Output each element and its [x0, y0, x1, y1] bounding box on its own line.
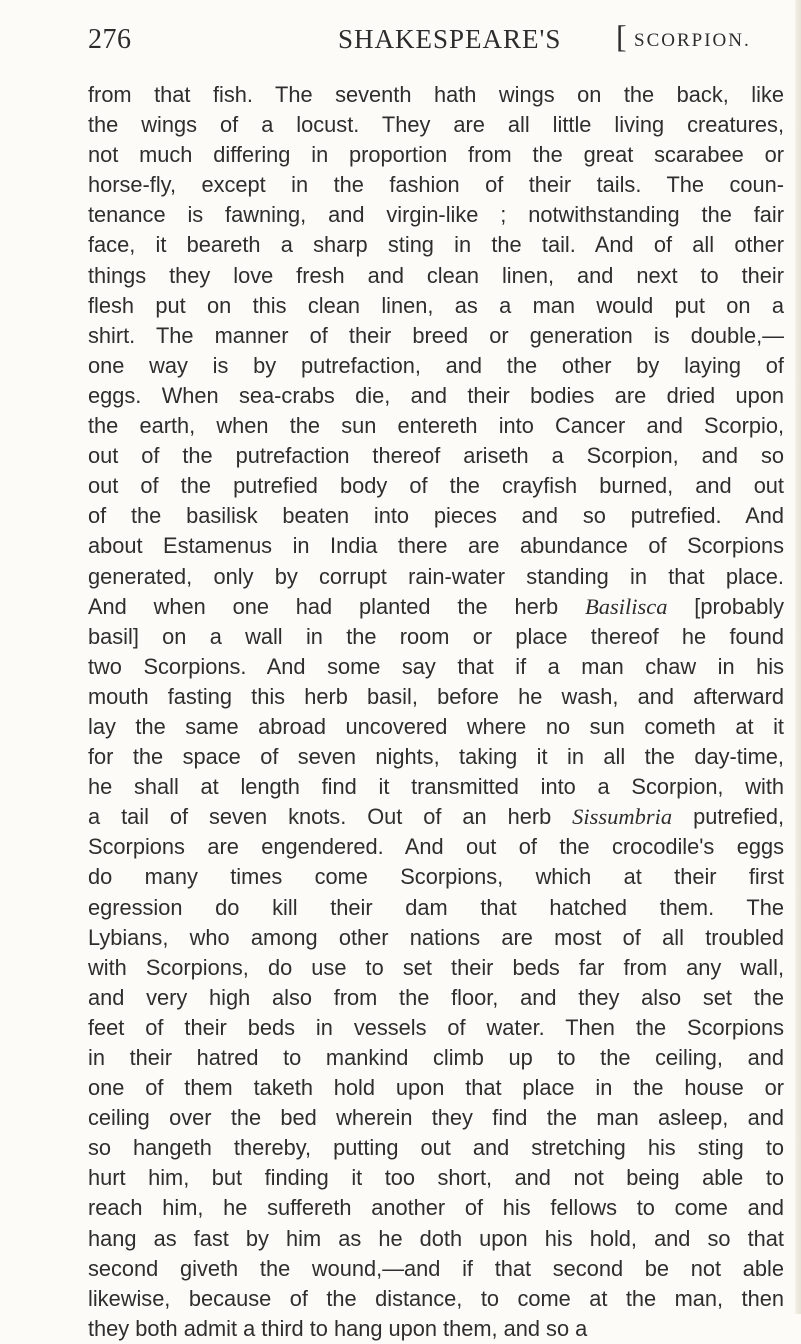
- running-title: SHAKESPEARE'S: [338, 24, 562, 54]
- text-line: they both admit a third to hang upon them, and so a: [88, 1315, 588, 1341]
- text-line: with Scorpions, do use to set their beds far from any wall,: [88, 954, 784, 980]
- text-line: generated, only by corrupt rain-water standing in that place.: [88, 563, 784, 589]
- section-label: SCORPION.: [634, 30, 751, 51]
- italic-term: Basilisca: [584, 593, 668, 619]
- text-line: eggs. When sea-crabs die, and their bodies are dried upon: [88, 382, 784, 408]
- body-text: [88, 80, 784, 1344]
- text-line: and very high also from the floor, and they also set the: [88, 984, 784, 1010]
- text-line: [88, 592, 784, 622]
- page-header: [88, 18, 784, 62]
- text-line: horse-fly, except in the fashion of their tails. The coun-: [88, 172, 784, 198]
- text-line: ceiling over the bed wherein they find the man asleep, and: [88, 1105, 784, 1131]
- text-line: Lybians, who among other nations are most of all troubled: [88, 924, 784, 950]
- text-line: two Scorpions. And some say that if a man chaw in his: [88, 653, 784, 679]
- text-line: Scorpions are engendered. And out of the crocodile's eggs: [88, 834, 784, 860]
- text-line: one way is by putrefaction, and the other by laying of: [88, 352, 784, 378]
- text-line: of the basilisk beaten into pieces and so putrefied. And: [88, 503, 784, 529]
- text-line: reach him, he suffereth another of his fellows to come and: [88, 1195, 784, 1221]
- text-line: shirt. The manner of their breed or generation is double,—: [88, 322, 784, 348]
- text-line: he shall at length find it transmitted into a Scorpion, with: [88, 774, 784, 800]
- text-line: the wings of a locust. They are all little living creatures,: [88, 112, 784, 138]
- text-line: do many times come Scorpions, which at their first: [88, 864, 784, 890]
- text-line: basil] on a wall in the room or place thereof he found: [88, 623, 784, 649]
- text-line: about Estamenus in India there are abundance of Scorpions: [88, 533, 784, 559]
- italic-term: Sissumbria: [572, 804, 673, 830]
- text-line: hurt him, but finding it too short, and not being able to: [88, 1165, 784, 1191]
- text-line: out of the putrefied body of the crayfish burned, and out: [88, 473, 784, 499]
- text-line: second giveth the wound,—and if that second be not able: [88, 1255, 784, 1281]
- text-line: flesh put on this clean linen, as a man would put on a: [88, 292, 784, 318]
- text-line: mouth fasting this herb basil, before he wash, and afterward: [88, 683, 784, 709]
- text-line: hang as fast by him as he doth upon his hold, and so that: [88, 1225, 784, 1251]
- page-number: 276: [88, 24, 132, 55]
- text-line: the earth, when the sun entereth into Cancer and Scorpio,: [88, 413, 784, 439]
- text-line: one of them taketh hold upon that place in the house or: [88, 1075, 784, 1101]
- text-line: likewise, because of the distance, to come at the man, then: [88, 1285, 784, 1311]
- text-line: for the space of seven nights, taking it in all the day-time,: [88, 744, 784, 770]
- text-line: so hangeth thereby, putting out and stretching his sting to: [88, 1135, 784, 1161]
- text-segment: a tail of seven knots. Out of an herb: [88, 804, 573, 830]
- text-line: out of the putrefaction thereof ariseth a Scorpion, and so: [88, 443, 784, 469]
- text-line: egression do kill their dam that hatched them. The: [88, 894, 784, 920]
- text-line: lay the same abroad uncovered where no sun cometh at it: [88, 713, 784, 739]
- text-line: feet of their beds in vessels of water. Then the Scorpions: [88, 1014, 784, 1040]
- page-edge: [795, 0, 801, 1314]
- text-line: from that fish. The seventh hath wings on the back, like: [88, 82, 784, 107]
- text-segment: And when one had planted the herb: [88, 593, 585, 619]
- text-line: face, it beareth a sharp sting in the tail. And of all other: [88, 232, 784, 258]
- text-line: tenance is fawning, and virgin-like ; notwithstanding the fair: [88, 202, 784, 228]
- text-segment: putrefied,: [672, 804, 784, 830]
- text-segment: [probably: [667, 593, 784, 619]
- text-line: in their hatred to mankind climb up to the ceiling, and: [88, 1045, 784, 1070]
- text-line: [88, 802, 784, 832]
- text-line: things they love fresh and clean linen, and next to their: [88, 262, 784, 288]
- section-bracket: [: [616, 18, 627, 54]
- text-line: not much differing in proportion from the great scarabee or: [88, 142, 784, 168]
